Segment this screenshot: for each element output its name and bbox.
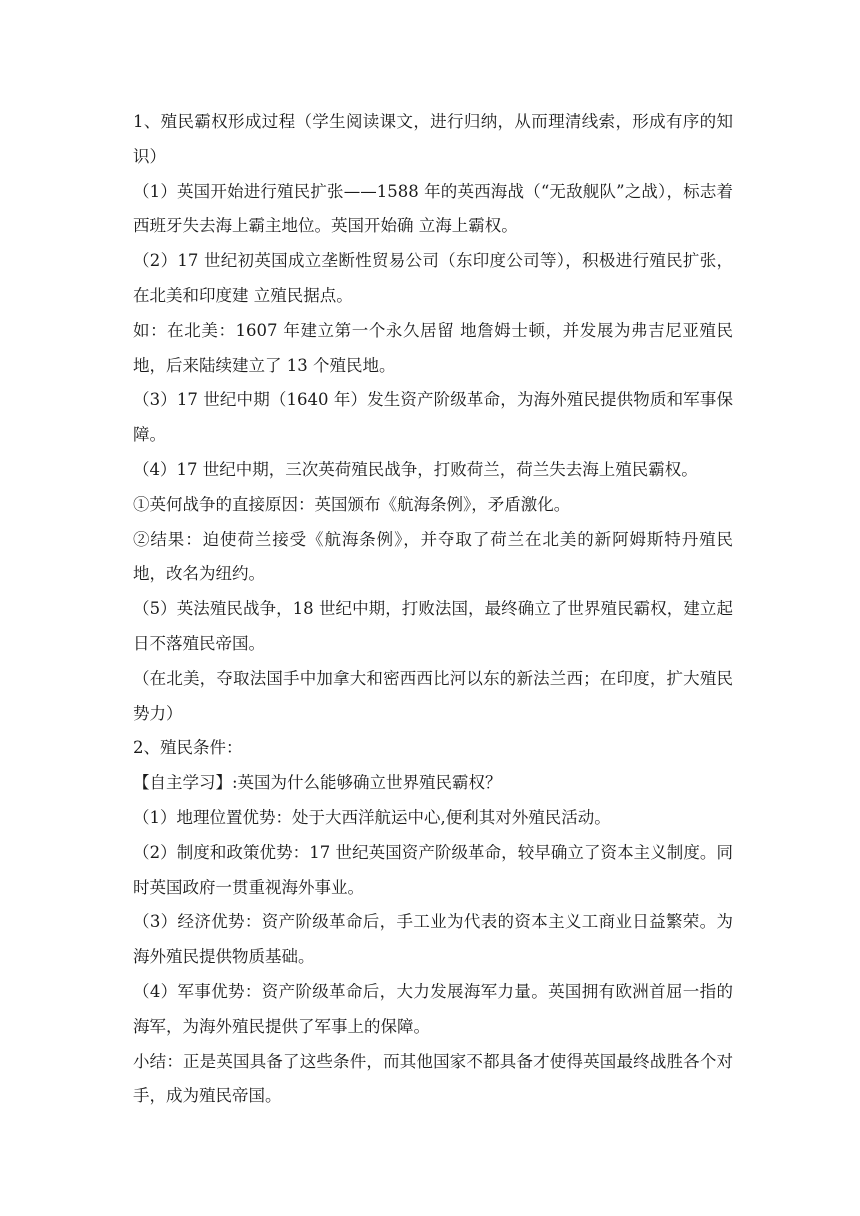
section-heading-colonial-hegemony: 1、殖民霸权形成过程（学生阅读课文，进行归纳，从而理清线索，形成有序的知识）	[133, 112, 733, 166]
paragraph-item-1: （1）英国开始进行殖民扩张——1588 年的英西海战（“无敌舰队”之战），标志着西班牙失去海上霸主地位。英国开始确 立海上霸权。	[133, 181, 733, 236]
paragraph-example-north-america: 如：在北美：1607 年建立第一个永久居留 地詹姆士顿，并发展为弗吉尼亚殖民地，后来陆续建立了 13 个殖民地。	[133, 320, 733, 375]
paragraph-item-2: （2）17 世纪初英国成立垄断性贸易公司（东印度公司等），积极进行殖民扩张，在北美和印度建 立殖民据点。	[133, 251, 733, 305]
paragraph-note: （在北美，夺取法国手中加拿大和密西西比河以东的新法兰西；在印度，扩大殖民势力）	[133, 668, 733, 723]
document-body	[133, 105, 733, 1114]
paragraph-result: ②结果：迫使荷兰接受《航海条例》，并夺取了荷兰在北美的新阿姆斯特丹殖民地，改名为纽约。	[133, 529, 733, 584]
paragraph-cause: ①英何战争的直接原因：英国颁布《航海条例》，矛盾激化。	[133, 494, 571, 514]
paragraph-condition-1: （1）地理位置优势：处于大西洋航运中心,便利其对外殖民活动。	[133, 807, 611, 827]
paragraph-condition-4: （4）军事优势：资产阶级革命后，大力发展海军力量。英国拥有欧洲首屈一指的海军，为海外殖民提供了军事上的保障。	[133, 981, 733, 1036]
section-heading-conditions: 2、殖民条件：	[133, 738, 243, 758]
paragraph-item-4: （4）17 世纪中期，三次英荷殖民战争，打败荷兰，荷兰失去海上殖民霸权。	[133, 459, 698, 479]
paragraph-summary: 小结：正是英国具备了这些条件，而其他国家不都具备才使得英国最终战胜各个对手，成为殖民帝国。	[133, 1051, 733, 1106]
paragraph-item-5: （5）英法殖民战争，18 世纪中期，打败法国，最终确立了世界殖民霸权，建立起日不落殖民帝国。	[133, 599, 733, 653]
paragraph-condition-3: （3）经济优势：资产阶级革命后，手工业为代表的资本主义工商业日益繁荣。为海外殖民提供物质基础。	[133, 912, 733, 967]
paragraph-condition-2: （2）制度和政策优势：17 世纪英国资产阶级革命，较早确立了资本主义制度。同时英国政府一贯重视海外事业。	[133, 842, 733, 897]
paragraph-self-study: 【自主学习】:英国为什么能够确立世界殖民霸权？	[133, 773, 502, 793]
paragraph-item-3: （3）17 世纪中期（1640 年）发生资产阶级革命，为海外殖民提供物质和军事保障。	[133, 390, 733, 445]
